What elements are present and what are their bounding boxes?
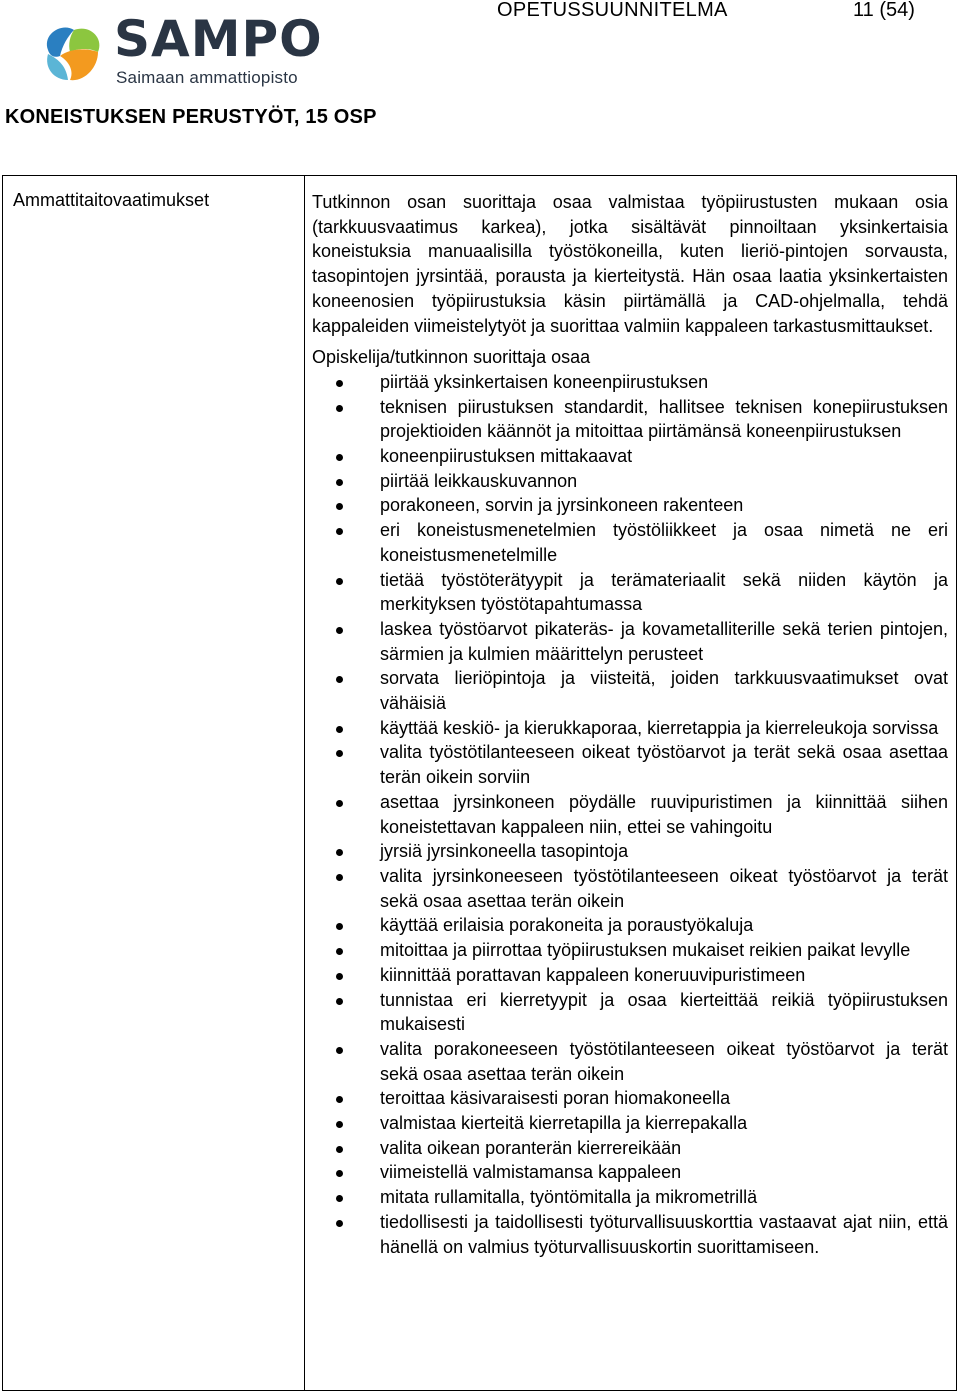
bullet-icon <box>336 1195 343 1202</box>
bullet-icon <box>336 923 343 930</box>
list-item <box>312 1210 948 1259</box>
list-item <box>312 1136 948 1161</box>
list-item-text: viimeistellä valmistamansa kappaleen <box>380 1162 682 1183</box>
list-item <box>312 617 948 666</box>
bullet-icon <box>336 1096 343 1103</box>
intro-paragraph: Tutkinnon osan suorittaja osaa valmistaa työpiirustusten mukaan osia (tarkkuusvaatimus karkea), jotka sisältävät pinnoiltaan yksinkertaisia koneistuksia manuaalisilla työstökoneilla, kuten lieriö-pintojen sorvausta, tasopintojen jyrsintää, porausta ja kierteitystä. Hän osaa laatia yksinkertaisten koneenosien työpiirustuksia käsin piirtämällä ja CAD-ohjelmalla, tehdä kappaleiden viimeistelytyöt ja suorittaa valmiin kappaleen tarkastusmittaukset. <box>312 192 948 336</box>
list-item-text: valita jyrsinkoneeseen työstötilanteeseen oikeat työstöarvot ja terät sekä osaa asettaa terän oikein <box>380 865 948 911</box>
logo-wordmark: SAMPO <box>114 10 323 68</box>
bullet-icon <box>336 948 343 955</box>
list-item-text: porakoneen, sorvin ja jyrsinkoneen rakenteen <box>380 495 744 516</box>
list-item-text: valmistaa kierteitä kierretapilla ja kierrepakalla <box>380 1113 748 1134</box>
bullet-icon <box>336 973 343 980</box>
list-item <box>312 790 948 839</box>
sampo-logo-mark-icon <box>40 22 106 88</box>
document-type: OPETUSSUUNNITELMA <box>497 0 728 21</box>
bullet-icon <box>336 405 343 412</box>
bullet-icon <box>336 849 343 856</box>
list-item-text: kiinnittää porattavan kappaleen koneruuvipuristimeen <box>380 964 806 985</box>
list-item <box>312 370 948 395</box>
list-item-text: koneenpiirustuksen mittakaavat <box>380 446 633 467</box>
page-title: KONEISTUKSEN PERUSTYÖT, 15 OSP <box>5 106 377 128</box>
page-header <box>0 0 960 100</box>
list-item <box>312 1185 948 1210</box>
list-item <box>312 469 948 494</box>
list-item <box>312 444 948 469</box>
table-content-cell <box>312 190 948 1259</box>
logo-subtitle: Saimaan ammattiopisto <box>116 68 298 87</box>
skills-list <box>312 370 948 1259</box>
list-item <box>312 864 948 913</box>
bullet-icon <box>336 874 343 881</box>
list-item-text: valita porakoneeseen työstötilanteeseen oikeat työstöarvot ja terät sekä osaa asettaa terän oikein <box>380 1038 948 1084</box>
list-item <box>312 493 948 518</box>
list-item-text: valita työstötilanteeseen oikeat työstöarvot ja terät sekä osaa asettaa terän oikein sorviin <box>380 742 948 788</box>
bullet-icon <box>336 1121 343 1128</box>
list-item <box>312 913 948 938</box>
bullet-icon <box>336 627 343 634</box>
bullet-icon <box>336 528 343 535</box>
bullet-icon <box>336 1047 343 1054</box>
list-item <box>312 1086 948 1111</box>
list-item <box>312 938 948 963</box>
list-item-text: mitoittaa ja piirrottaa työpiirustuksen mukaiset reikien paikat levylle <box>380 940 911 961</box>
list-item <box>312 963 948 988</box>
bullet-icon <box>336 1220 343 1227</box>
list-item-text: eri koneistusmenetelmien työstöliikkeet ja osaa nimetä ne eri koneistusmenetelmille <box>380 520 948 565</box>
list-item <box>312 839 948 864</box>
bullet-icon <box>336 800 343 807</box>
list-item <box>312 740 948 789</box>
list-item-text: käyttää erilaisia porakoneita ja poraustyökaluja <box>380 915 754 936</box>
list-item-text: mitata rullamitalla, työntömitalla ja mikrometrillä <box>380 1187 758 1208</box>
bullet-icon <box>336 726 343 733</box>
page-number: 11 (54) <box>853 0 915 21</box>
list-item-text: asettaa jyrsinkoneen pöydälle ruuvipuristimen ja kiinnittää siihen koneistettavan kappaleen niin, ettei se vahingoitu <box>380 791 948 837</box>
list-item-text: tunnistaa eri kierretyypit ja osaa kierteittää reikiä työpiirustuksen mukaisesti <box>380 989 948 1035</box>
list-item-text: valita oikean poranterän kierrereikään <box>380 1137 682 1158</box>
requirements-table <box>2 175 957 1391</box>
bullet-icon <box>336 479 343 486</box>
bullet-icon <box>336 578 343 585</box>
bullet-icon <box>336 503 343 510</box>
list-item-text: laskea työstöarvot pikateräs- ja kovametalliterille sekä terien pintojen, särmien ja kulmien määrittelyn perusteet <box>380 618 948 664</box>
list-item <box>312 1111 948 1136</box>
bullet-icon <box>336 998 343 1005</box>
list-item <box>312 568 948 617</box>
list-item-text: tiedollisesti ja taidollisesti työturvallisuuskorttia vastaavat ajat niin, että hänellä on valmius työturvallisuuskortin suorittamiseen. <box>380 1211 948 1257</box>
list-item-text: tietää työstöterätyypit ja terämateriaalit sekä niiden käytön ja merkityksen työstötapahtumassa <box>380 569 948 615</box>
bullet-icon <box>336 676 343 683</box>
list-item-text: piirtää yksinkertaisen koneenpiirustuksen <box>380 371 709 392</box>
bullet-icon <box>336 380 343 387</box>
sampo-logo <box>40 10 323 94</box>
bullet-icon <box>336 750 343 757</box>
list-item-text: teknisen piirustuksen standardit, hallitsee teknisen konepiirustuksen projektioiden käännöt ja mitoittaa piirtämänsä koneenpiirustuksen <box>380 396 948 442</box>
bullet-icon <box>336 454 343 461</box>
list-item <box>312 988 948 1037</box>
list-item <box>312 666 948 715</box>
list-lead: Opiskelija/tutkinnon suorittaja osaa <box>312 347 591 368</box>
list-item-text: sorvata lieriöpintoja ja viisteitä, joiden tarkkuusvaatimukset ovat vähäisiä <box>380 668 948 714</box>
list-item <box>312 1037 948 1086</box>
table-label-cell: Ammattitaitovaatimukset <box>13 190 210 210</box>
list-item-text: jyrsiä jyrsinkoneella tasopintoja <box>380 841 629 862</box>
bullet-icon <box>336 1170 343 1177</box>
list-item-text: käyttää keskiö- ja kierukkaporaa, kierretappia ja kierreleukoja sorvissa <box>380 717 939 738</box>
bullet-icon <box>336 1146 343 1153</box>
list-item-text: piirtää leikkauskuvannon <box>380 470 578 491</box>
list-item-text: teroittaa käsivaraisesti poran hiomakoneella <box>380 1088 731 1109</box>
list-item <box>312 395 948 444</box>
list-item <box>312 1160 948 1185</box>
list-item <box>312 518 948 567</box>
column-divider <box>304 176 305 1390</box>
list-item <box>312 716 948 741</box>
